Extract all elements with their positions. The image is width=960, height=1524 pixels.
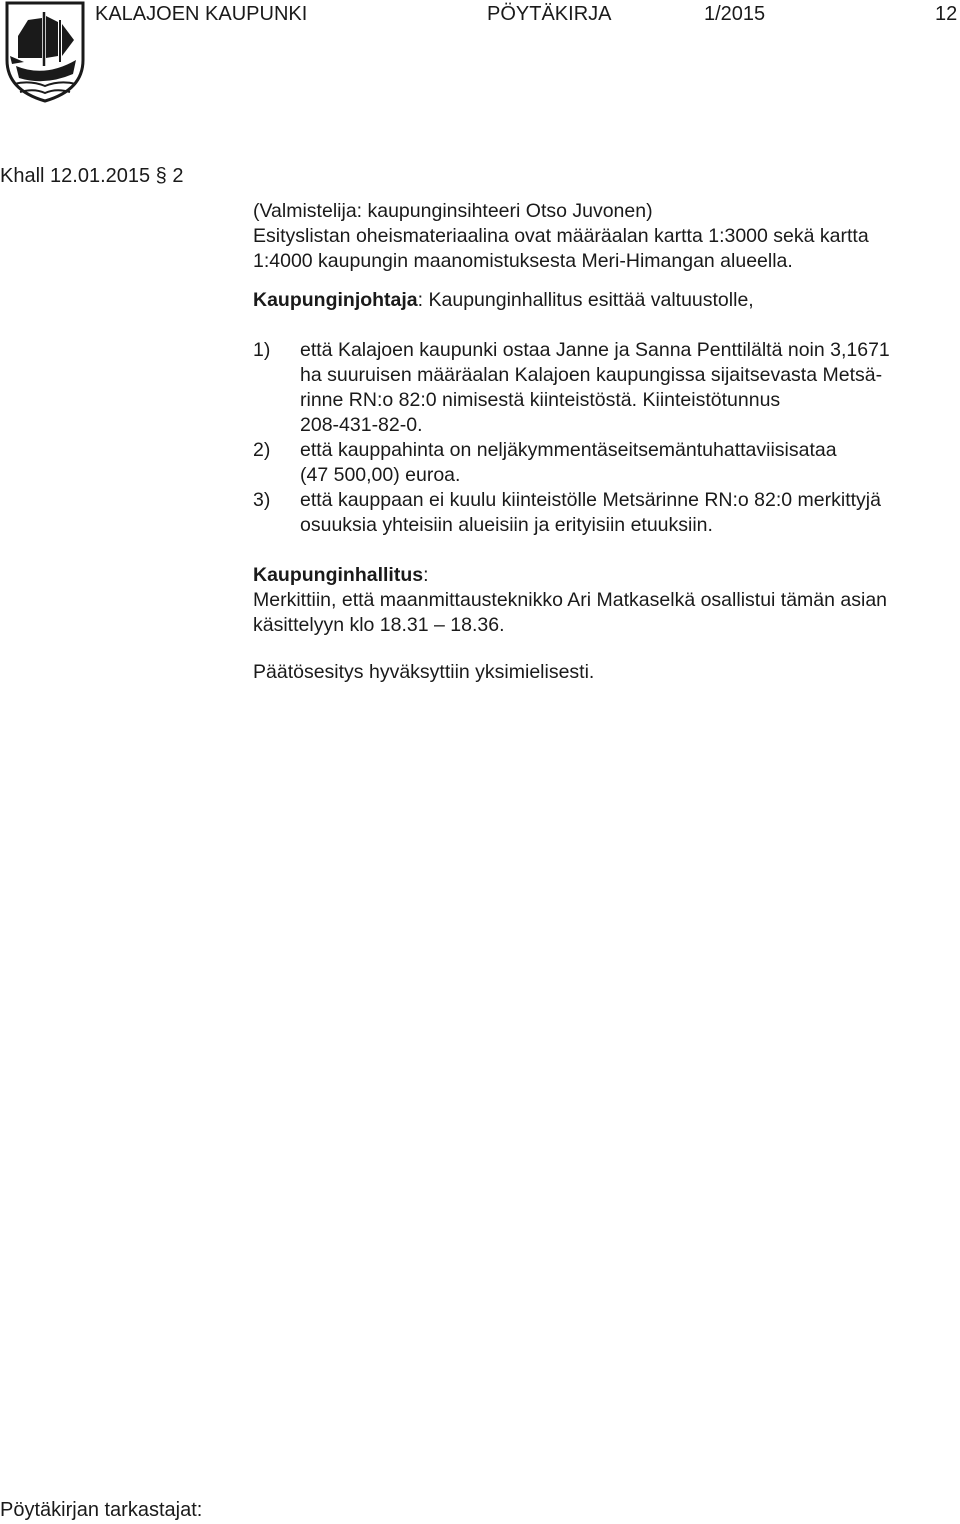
- list-item: [253, 488, 953, 538]
- list-item-line: rinne RN:o 82:0 nimisestä kiinteistöstä. Kiinteistötunnus: [300, 389, 781, 411]
- list-item-line: 208-431-82-0.: [300, 414, 423, 436]
- proposal-items-list: [253, 338, 953, 538]
- decision-label: Kaupunginhallitus: [253, 564, 424, 586]
- list-item-line: että kauppaan ei kuulu kiinteistölle Metsärinne RN:o 82:0 merkittyjä: [300, 489, 881, 511]
- list-item-line: (47 500,00) euroa.: [300, 464, 461, 486]
- preparer-line: (Valmistelija: kaupunginsihteeri Otso Juvonen): [253, 200, 653, 222]
- list-item: [253, 338, 953, 438]
- list-item-line: että kauppahinta on neljäkymmentäseitsemäntuhattaviisisataa: [300, 439, 837, 461]
- header-doc-type: PÖYTÄKIRJA: [487, 3, 612, 25]
- proposal-line: [253, 288, 953, 313]
- attachments-line-1: Esityslistan oheismateriaalina ovat määräalan kartta 1:3000 sekä kartta: [253, 225, 869, 247]
- final-decision-text: Päätösesitys hyväksyttiin yksimielisesti.: [253, 661, 595, 683]
- list-item-line: että Kalajoen kaupunki ostaa Janne ja Sanna Penttilältä noin 3,1671: [300, 339, 890, 361]
- kalajoki-coat-of-arms-ship-icon: [4, 0, 86, 104]
- list-item-number: 3): [253, 489, 271, 511]
- header-city: KALAJOEN KAUPUNKI: [95, 3, 308, 25]
- proposal-label: Kaupunginjohtaja: [253, 289, 418, 311]
- proposal-text: : Kaupunginhallitus esittää valtuustolle,: [417, 289, 754, 311]
- list-item-number: 1): [253, 339, 271, 361]
- list-item-line: osuuksia yhteisiin alueisiin ja erityisiin etuuksiin.: [300, 514, 713, 536]
- header-page-number: 12: [935, 3, 958, 25]
- decision-line-1: Merkittiin, että maanmittausteknikko Ari Matkaselkä osallistui tämän asian: [253, 589, 888, 611]
- attachments-line-2: 1:4000 kaupungin maanomistuksesta Meri-Himangan alueella.: [253, 250, 793, 272]
- preparation-block: [253, 199, 953, 274]
- decision-label-suffix: :: [423, 564, 429, 586]
- list-item-line: ha suuruisen määräalan Kalajoen kaupungissa sijaitsevasta Metsä-: [300, 364, 883, 386]
- header-doc-number: 1/2015: [704, 3, 766, 25]
- decision-heading: [253, 563, 953, 588]
- section-reference: Khall 12.01.2015 § 2: [0, 165, 184, 187]
- final-block: [253, 660, 953, 685]
- list-item-number: 2): [253, 439, 271, 461]
- decision-block: [253, 563, 953, 638]
- footer-reviewers-label: Pöytäkirjan tarkastajat:: [0, 1499, 203, 1521]
- list-item: [253, 438, 953, 488]
- proposal-block: [253, 288, 953, 313]
- decision-line-2: käsittelyyn klo 18.31 – 18.36.: [253, 614, 505, 636]
